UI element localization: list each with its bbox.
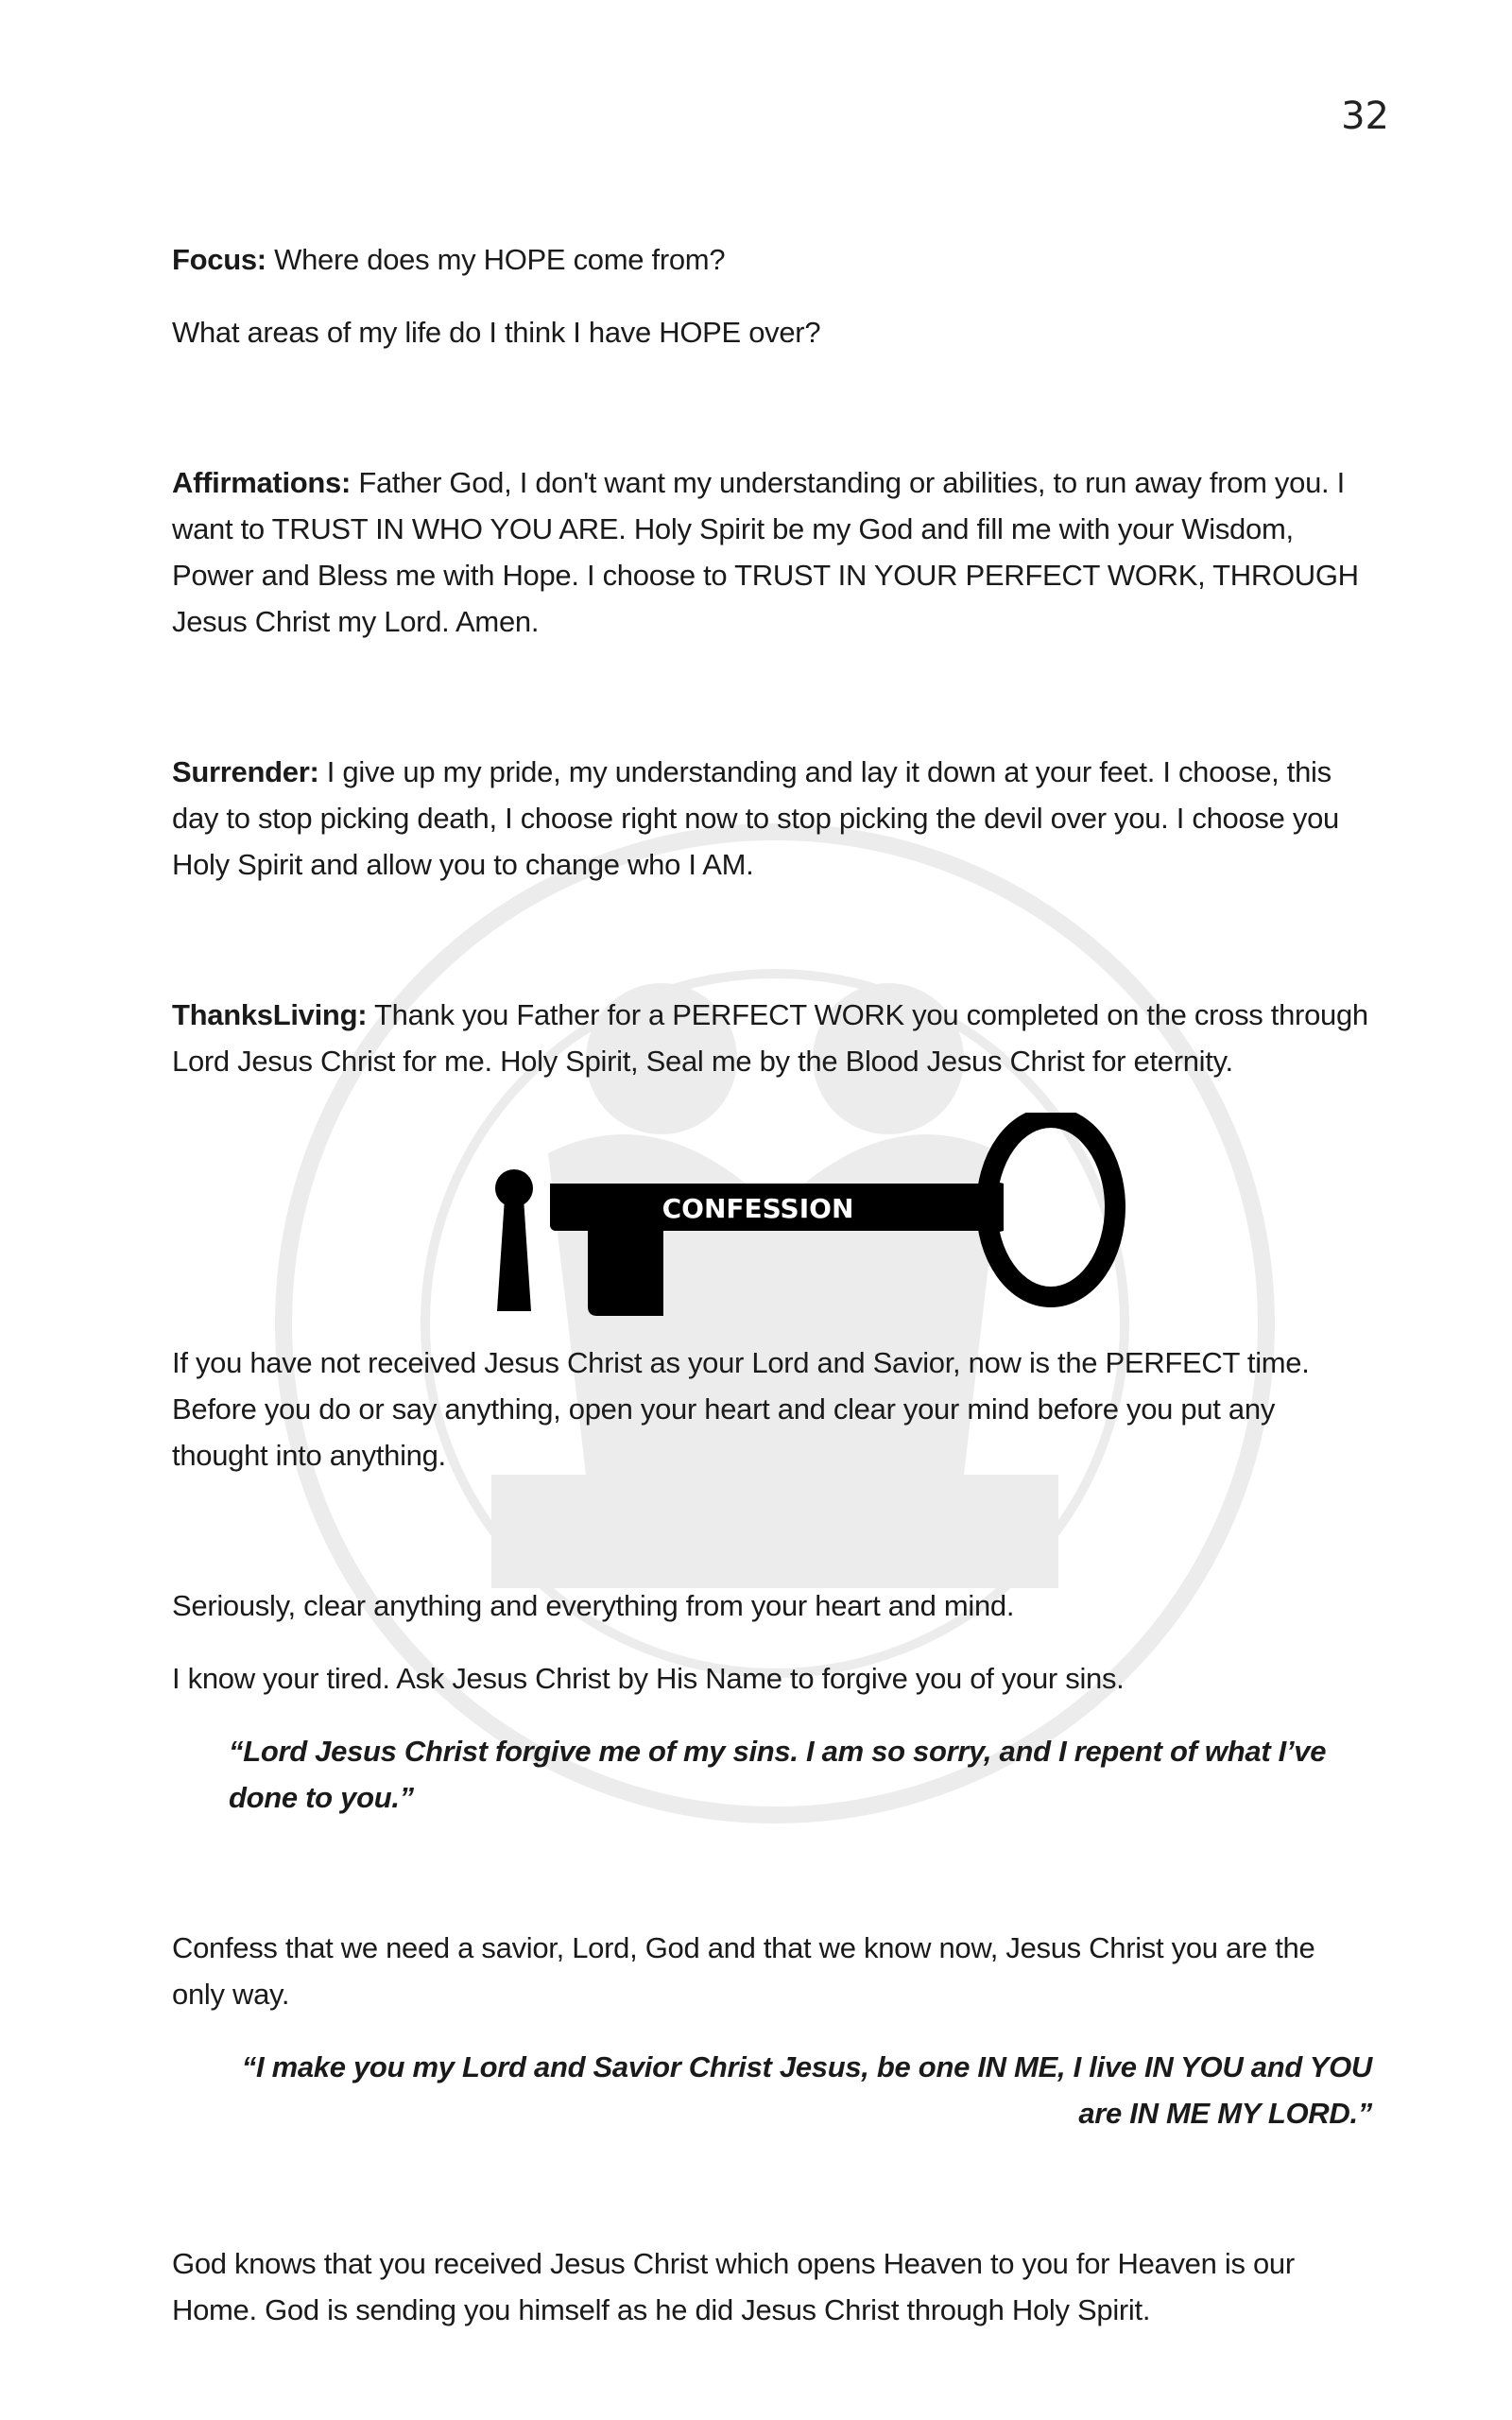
focus-question: Where does my HOPE come from? — [266, 243, 726, 276]
salvation-prayer-quote: “I make you my Lord and Savior Christ Jesus, be one IN ME, I live IN YOU and YOU are IN ME MY LORD.” — [241, 2050, 1372, 2130]
focus-question-2: What areas of my life do I think I have HOPE over? — [172, 316, 821, 349]
thanksliving-paragraph — [172, 992, 1372, 1084]
key-illustration — [172, 1113, 1372, 1340]
body-paragraph-4: Confess that we need a savior, Lord, God and that we know now, Jesus Christ you are the only way. — [172, 1931, 1315, 2011]
body-paragraph-3: I know your tired. Ask Jesus Christ by His Name to forgive you of your sins. — [172, 1662, 1125, 1695]
key-label: CONFESSION — [662, 1193, 854, 1224]
page-content — [172, 236, 1372, 2333]
affirmations-paragraph — [172, 459, 1372, 645]
body-paragraph-1: If you have not received Jesus Christ as your Lord and Savior, now is the PERFECT time. Before you do or say anything, open your heart and clear your mind before you put any thought into anything. — [172, 1346, 1310, 1472]
body-paragraph-2: Seriously, clear anything and everything from your heart and mind. — [172, 1589, 1015, 1622]
page-number: 32 — [1341, 95, 1389, 138]
affirmations-label: Affirmations: — [172, 466, 351, 499]
surrender-label: Surrender: — [172, 755, 319, 788]
thanksliving-label: ThanksLiving: — [172, 998, 368, 1031]
surrender-paragraph — [172, 749, 1372, 888]
forgiveness-prayer-quote: “Lord Jesus Christ forgive me of my sins. I am so sorry, and I repent of what I’ve done to you.” — [229, 1735, 1327, 1814]
body-paragraph-5: God knows that you received Jesus Christ which opens Heaven to you for Heaven is our Home. God is sending you himself as he did Jesus Christ through Holy Spirit. — [172, 2247, 1295, 2326]
focus-paragraph — [172, 236, 1372, 283]
affirmations-text: Father God, I don't want my understanding or abilities, to run away from you. I want to TRUST IN WHO YOU ARE. Holy Spirit be my God and fill me with your Wisdom, Power and Bless me with Hope. I choose to TRUST IN YOUR PERFECT WORK, THROUGH Jesus Christ my Lord. Amen. — [172, 466, 1359, 638]
thanksliving-text: Thank you Father for a PERFECT WORK you completed on the cross through Lord Jesus Christ for me. Holy Spirit, Seal me by the Blood Jesus Christ for eternity. — [172, 998, 1368, 1078]
focus-label: Focus: — [172, 243, 266, 276]
confession-key-icon — [172, 1113, 1372, 1340]
surrender-text: I give up my pride, my understanding and lay it down at your feet. I choose, this day to stop picking death, I choose right now to stop picking the devil over you. I choose you Holy Spirit and allow you to change who I AM. — [172, 755, 1339, 881]
